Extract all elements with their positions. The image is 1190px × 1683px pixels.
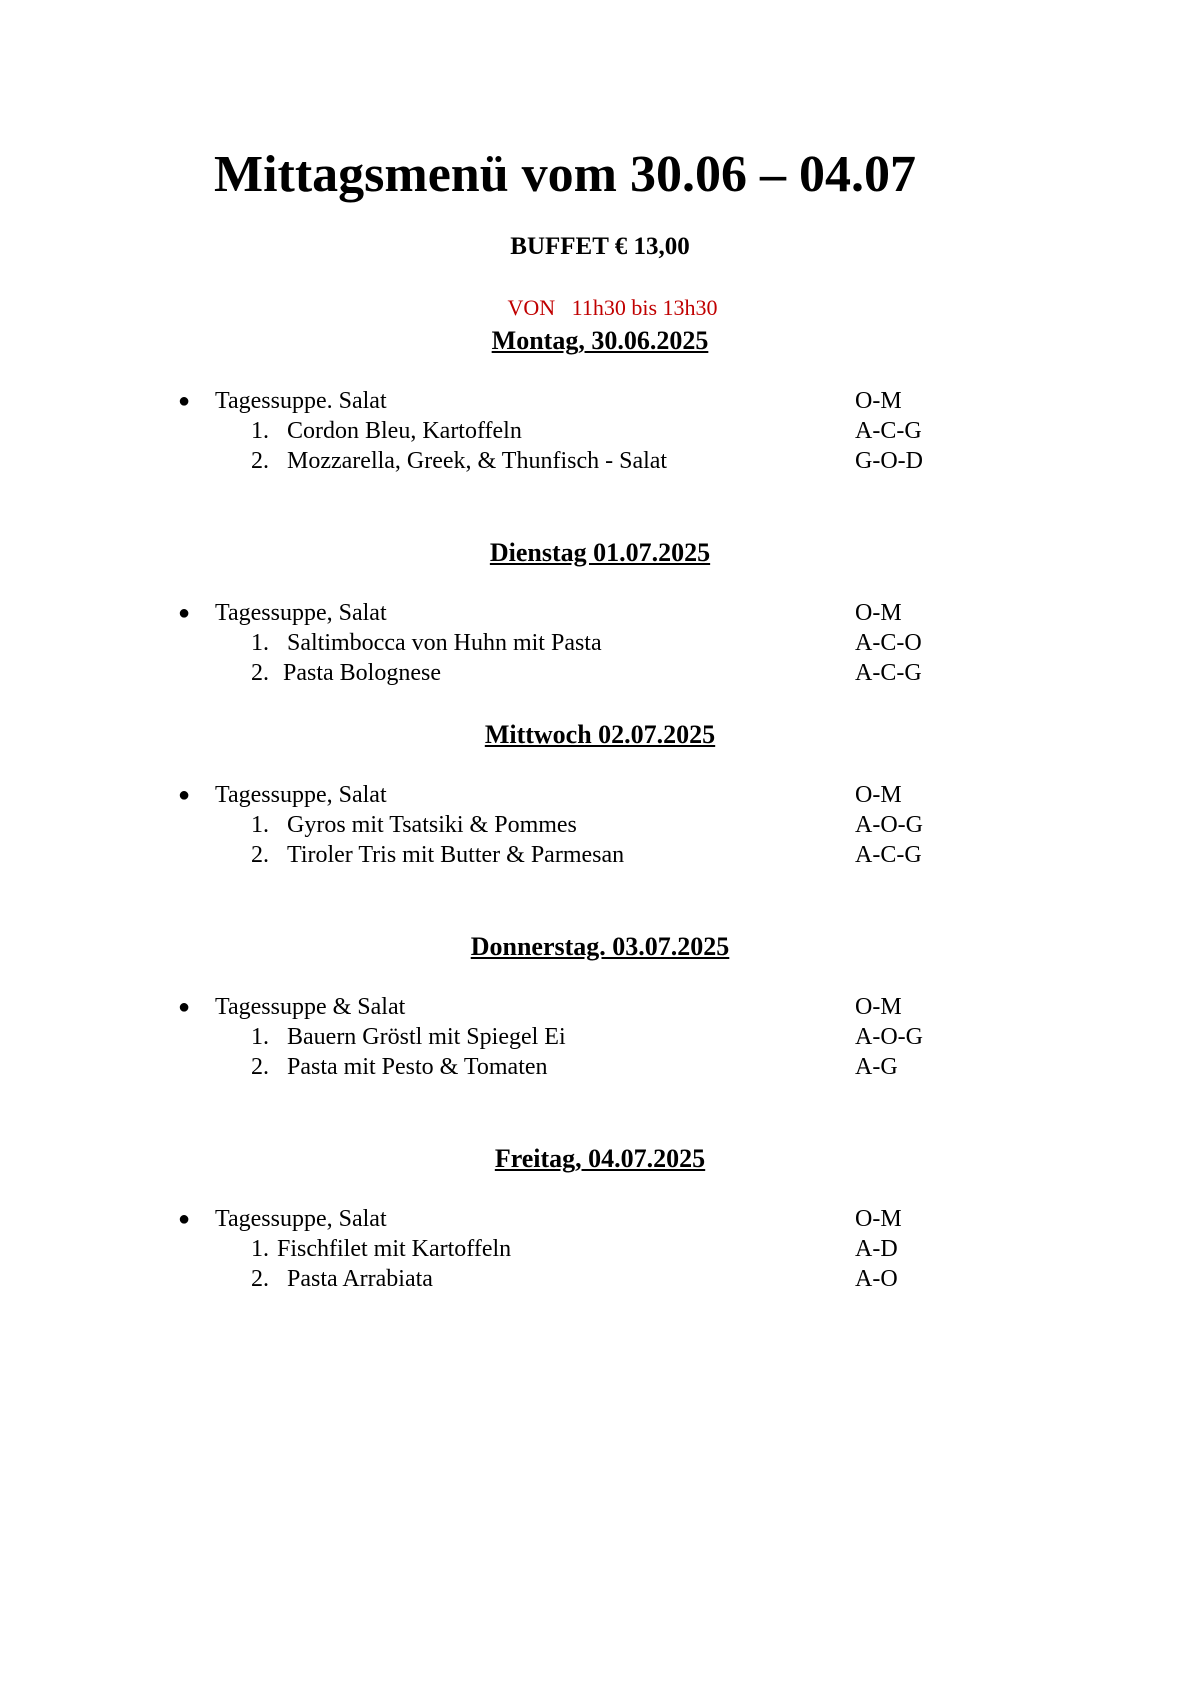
allergen-code: A-C-O: [855, 630, 922, 656]
page-title: Mittagsmenü vom 30.06 – 04.07: [214, 146, 916, 203]
bullet-icon: ●: [178, 1208, 191, 1230]
allergen-code: O-M: [855, 600, 902, 626]
soup-label: Tagessuppe, Salat: [215, 1206, 387, 1232]
allergen-code: O-M: [855, 994, 902, 1020]
allergen-code: O-M: [855, 782, 902, 808]
menu-row-soup: [0, 780, 1190, 810]
menu-row-dish: [0, 446, 1190, 476]
bullet-icon: ●: [178, 390, 191, 412]
buffet-price: BUFFET € 13,00: [510, 233, 690, 260]
soup-label: Tagessuppe, Salat: [215, 600, 387, 626]
dish-number: 2.: [251, 1266, 269, 1292]
menu-row-dish: [0, 1234, 1190, 1264]
dish-number: 2.: [251, 842, 269, 868]
dish-label: Pasta mit Pesto & Tomaten: [287, 1054, 548, 1080]
menu-row-dish: [0, 840, 1190, 870]
dish-label: Mozzarella, Greek, & Thunfisch - Salat: [287, 448, 668, 474]
allergen-code: O-M: [855, 388, 902, 414]
opening-hours: VON 11h30 bis 13h30: [507, 295, 718, 320]
menu-row-soup: [0, 992, 1190, 1022]
menu-row-dish: [0, 658, 1190, 688]
menu-row-soup: [0, 386, 1190, 416]
dish-label: Gyros mit Tsatsiki & Pommes: [287, 812, 577, 838]
dish-label: Fischfilet mit Kartoffeln: [277, 1236, 512, 1262]
soup-label: Tagessuppe, Salat: [215, 782, 387, 808]
allergen-code: A-C-G: [855, 418, 922, 444]
dish-number: 1.: [251, 418, 269, 444]
dish-number: 2.: [251, 448, 269, 474]
menu-row-soup: [0, 598, 1190, 628]
menu-row-dish: [0, 810, 1190, 840]
day-heading-freitag: Freitag, 04.07.2025: [494, 1144, 706, 1173]
menu-row-dish: [0, 416, 1190, 446]
dish-number: 1.: [251, 630, 269, 656]
bullet-icon: ●: [178, 602, 191, 624]
day-heading-dienstag: Dienstag 01.07.2025: [489, 538, 711, 567]
dish-label: Saltimbocca von Huhn mit Pasta: [287, 630, 602, 656]
allergen-code: A-D: [855, 1236, 898, 1262]
dish-label: Pasta Arrabiata: [287, 1266, 433, 1292]
dish-number: 2.: [251, 1054, 269, 1080]
soup-label: Tagessuppe. Salat: [215, 388, 387, 414]
allergen-code: A-O-G: [855, 812, 923, 838]
dish-number: 1.: [251, 812, 269, 838]
menu-row-soup: [0, 1204, 1190, 1234]
menu-row-dish: [0, 1022, 1190, 1052]
dish-label: Cordon Bleu, Kartoffeln: [287, 418, 522, 444]
bullet-icon: ●: [178, 784, 191, 806]
allergen-code: O-M: [855, 1206, 902, 1232]
dish-number: 1.: [251, 1236, 269, 1262]
bullet-icon: ●: [178, 996, 191, 1018]
menu-row-dish: [0, 1264, 1190, 1294]
day-heading-mittwoch: Mittwoch 02.07.2025: [484, 720, 716, 749]
allergen-code: A-O-G: [855, 1024, 923, 1050]
soup-label: Tagessuppe & Salat: [215, 994, 406, 1020]
menu-row-dish: [0, 628, 1190, 658]
dish-label: Tiroler Tris mit Butter & Parmesan: [287, 842, 625, 868]
dish-label: Bauern Gröstl mit Spiegel Ei: [287, 1024, 566, 1050]
allergen-code: A-C-G: [855, 660, 922, 686]
allergen-code: A-C-G: [855, 842, 922, 868]
allergen-code: A-O: [855, 1266, 898, 1292]
day-heading-donnerstag: Donnerstag. 03.07.2025: [470, 932, 730, 961]
dish-number: 1.: [251, 1024, 269, 1050]
dish-number: 2.: [251, 660, 269, 686]
day-heading-montag: Montag, 30.06.2025: [491, 326, 709, 355]
allergen-code: G-O-D: [855, 448, 923, 474]
dish-label: Pasta Bolognese: [283, 660, 441, 686]
menu-row-dish: [0, 1052, 1190, 1082]
allergen-code: A-G: [855, 1054, 898, 1080]
